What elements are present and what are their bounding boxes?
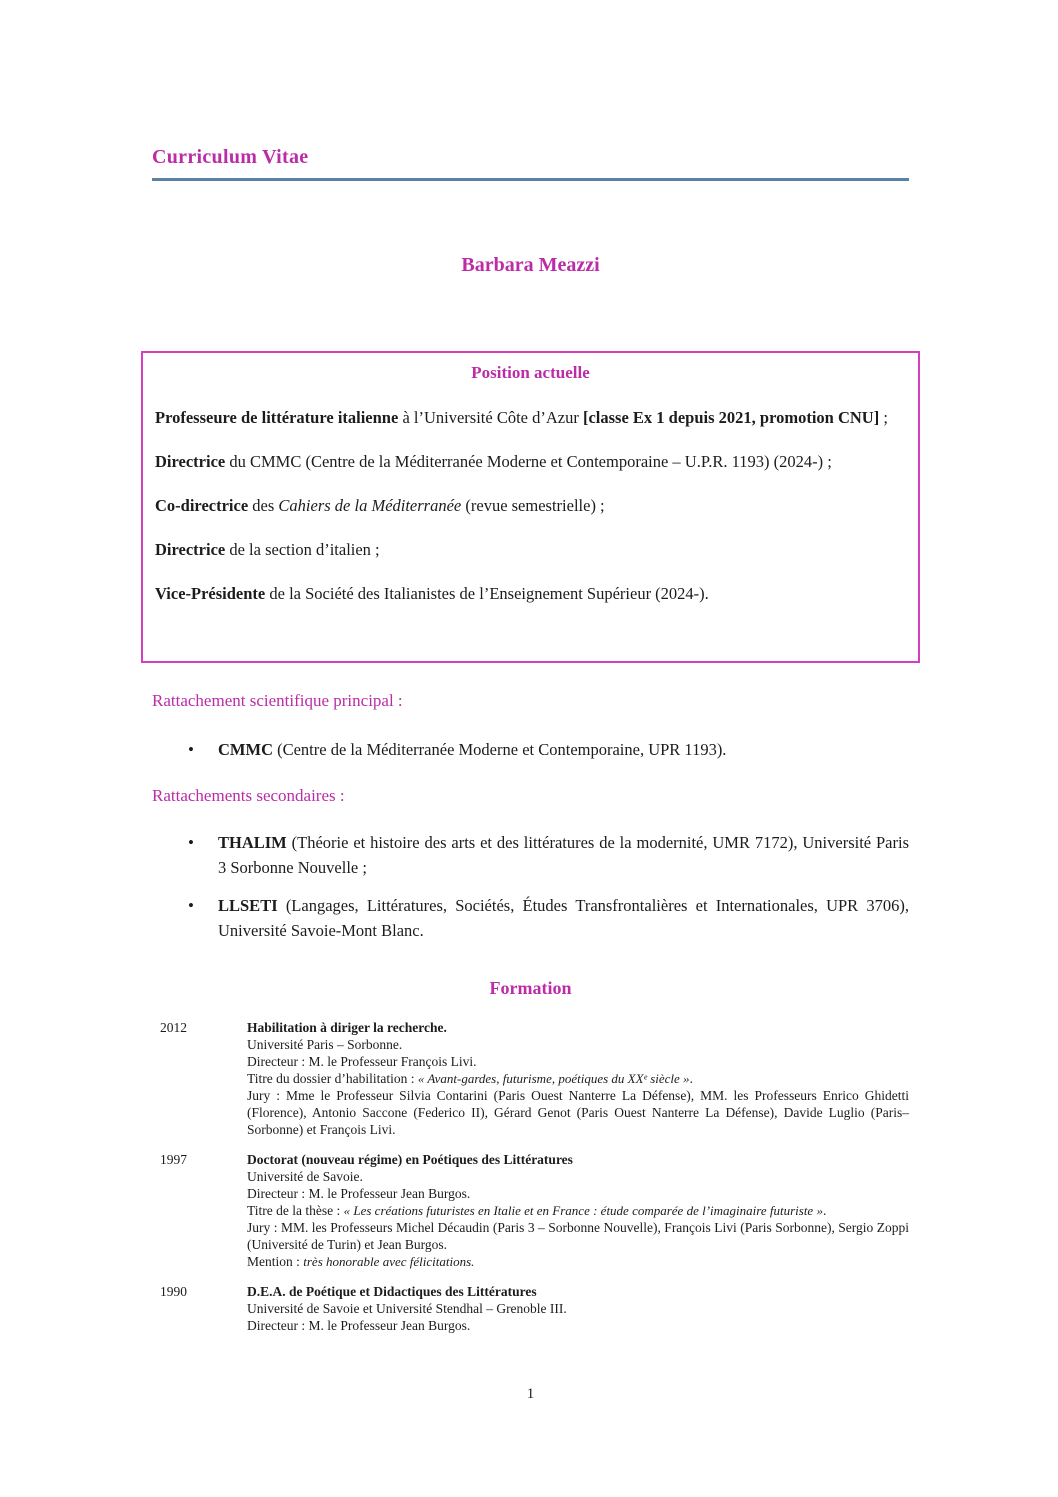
position-box: [141, 351, 920, 663]
entry-year: 2012: [160, 1020, 187, 1035]
page-title-text: Curriculum Vitae: [152, 146, 309, 168]
lab-llseti: LLSETI: [218, 896, 278, 915]
formation-entry-1990: [152, 1283, 909, 1334]
entry-details: [247, 1283, 909, 1334]
entry-title: Doctorat (nouveau régime) en Poétiques des Littératures: [247, 1152, 573, 1167]
position-paragraph-vice-presidente: Vice-Présidente de la Société des Italianistes de l’Enseignement Supérieur (2024-).: [155, 584, 709, 603]
role-codirectrice: Co-directrice: [155, 496, 249, 515]
secondary-affiliation-item-llseti: • LLSETI (Langages, Littératures, Sociétés, Études Transfrontalières et Internationales, UPR 3706), Université Savoie-Mont Blanc.: [152, 893, 909, 943]
entry-title: D.E.A. de Poétique et Didactiques des Littératures: [247, 1284, 537, 1299]
entry-details: [247, 1151, 909, 1270]
secondary-affiliations-heading: Rattachements secondaires :: [152, 786, 345, 805]
entry-work-title: Titre du dossier d’habilitation : « Avant-gardes, futurisme, poétiques du XXᵉ siècle ».: [247, 1071, 693, 1086]
page-title: [152, 146, 909, 181]
formation-list: [152, 1019, 909, 1347]
role-professeure: Professeure de littérature italienne: [155, 408, 399, 427]
entry-jury: Jury : MM. les Professeurs Michel Décaudin (Paris 3 – Sorbonne Nouvelle), François Livi (Paris Sorbonne), Sergio Zoppi (Université de Turin) et Jean Burgos.: [247, 1220, 909, 1252]
formation-section-heading: Formation: [489, 978, 572, 998]
formation-entry-1997: [152, 1151, 909, 1270]
secondary-affiliation-item-thalim: • THALIM (Théorie et histoire des arts et des littératures de la modernité, UMR 7172), Université Paris 3 Sorbonne Nouvelle ;: [152, 830, 909, 880]
entry-year: 1990: [160, 1284, 187, 1299]
entry-work-title: Titre de la thèse : « Les créations futuristes en Italie et en France : étude comparée de l’imaginaire futuriste ».: [247, 1203, 827, 1218]
role-vice-presidente: Vice-Présidente: [155, 584, 266, 603]
entry-institution: Université Paris – Sorbonne.: [247, 1037, 403, 1052]
entry-director: Directeur : M. le Professeur Jean Burgos.: [247, 1318, 471, 1333]
position-paragraph-codirectrice: Co-directrice des Cahiers de la Méditerranée (revue semestrielle) ;: [155, 496, 605, 515]
entry-jury: Jury : Mme le Professeur Silvia Contarini (Paris Ouest Nanterre La Défense), MM. les Professeurs Enrico Ghidetti (Florence), Antonio Saccone (Federico II), Gérard Genot (Paris Ouest Nanterre La Défense), Davide Luglio (Paris–Sorbonne) et François Livi.: [247, 1088, 909, 1137]
position-paragraph-professeure: Professeure de littérature italienne à l’Université Côte d’Azur [classe Ex 1 depuis 2021, promotion CNU] ;: [155, 408, 888, 427]
position-paragraph-directrice-cmmc: Directrice du CMMC (Centre de la Méditerranée Moderne et Contemporaine – U.P.R. 1193) (2024-) ;: [155, 452, 832, 471]
work-title-italic: « Les créations futuristes en Italie et en France : étude comparée de l’imaginaire futuriste »: [343, 1203, 823, 1218]
work-title-italic: « Avant-gardes, futurisme, poétiques du XXᵉ siècle »: [417, 1071, 690, 1086]
lab-thalim: THALIM: [218, 833, 287, 852]
entry-director: Directeur : M. le Professeur Jean Burgos.: [247, 1186, 471, 1201]
page-number: 1: [526, 1386, 535, 1402]
mention-italic: très honorable avec félicitations.: [303, 1254, 475, 1269]
entry-mention: Mention : très honorable avec félicitations.: [247, 1254, 475, 1269]
entry-title: Habilitation à diriger la recherche.: [247, 1020, 447, 1035]
position-paragraph-directrice-section: Directrice de la section d’italien ;: [155, 540, 380, 559]
entry-year: 1997: [160, 1152, 187, 1167]
formation-entry-2012: [152, 1019, 909, 1138]
primary-affiliation-heading: Rattachement scientifique principal :: [152, 691, 403, 710]
journal-name: Cahiers de la Méditerranée: [278, 496, 462, 515]
primary-affiliation-item: • CMMC (Centre de la Méditerranée Moderne et Contemporaine, UPR 1193).: [152, 737, 909, 762]
author-name: Barbara Meazzi: [461, 254, 600, 276]
entry-director: Directeur : M. le Professeur François Livi.: [247, 1054, 477, 1069]
entry-institution: Université de Savoie et Université Stendhal – Grenoble III.: [247, 1301, 567, 1316]
position-box-title: Position actuelle: [471, 363, 590, 382]
role-directrice-cmmc: Directrice: [155, 452, 226, 471]
entry-details: [247, 1019, 909, 1138]
entry-institution: Université de Savoie.: [247, 1169, 363, 1184]
lab-cmmc: CMMC: [218, 740, 273, 759]
role-directrice-section: Directrice: [155, 540, 226, 559]
